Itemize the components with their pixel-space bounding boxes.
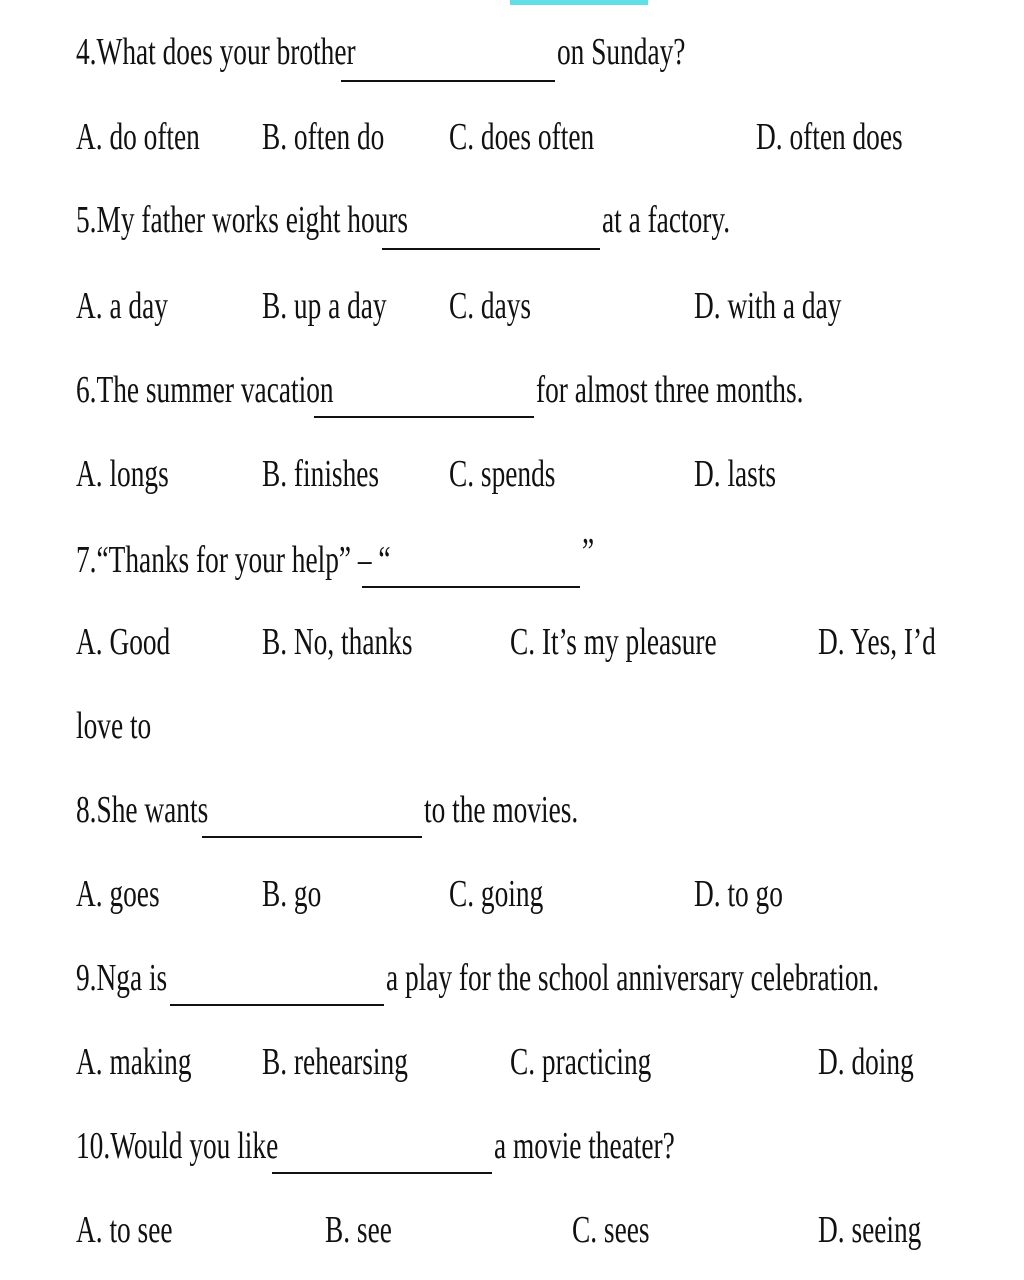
question-10-option-b[interactable]: B. see (325, 1209, 392, 1251)
question-6-blank[interactable] (314, 416, 534, 418)
question-7-stem-after: ” (582, 531, 595, 573)
question-6-option-b[interactable]: B. finishes (262, 453, 380, 495)
question-5-option-c[interactable]: C. days (449, 285, 532, 327)
question-7-option-d[interactable]: D. Yes, I’d (818, 621, 936, 663)
question-5-option-d[interactable]: D. with a day (694, 285, 842, 327)
question-6-option-c[interactable]: C. spends (449, 453, 556, 495)
question-5-stem-before: 5.My father works eight hours (76, 199, 409, 241)
question-4-option-a[interactable]: A. do often (76, 116, 200, 158)
question-9-option-a[interactable]: A. making (76, 1041, 192, 1083)
question-4-option-b[interactable]: B. often do (262, 116, 385, 158)
question-4-blank[interactable] (341, 80, 555, 82)
question-10-option-a[interactable]: A. to see (76, 1209, 173, 1251)
question-10-option-d[interactable]: D. seeing (818, 1209, 922, 1251)
question-7-blank[interactable] (362, 586, 580, 588)
question-8-option-a[interactable]: A. goes (76, 873, 160, 915)
question-4-stem-before: 4.What does your brother (76, 31, 356, 73)
question-9-stem-after: a play for the school anniversary celebration. (386, 957, 880, 999)
question-7-option-a[interactable]: A. Good (76, 621, 171, 663)
top-accent-bar (510, 0, 648, 5)
question-7-stem-before: 7.“Thanks for your help” – “ (76, 539, 391, 581)
question-9-option-b[interactable]: B. rehearsing (262, 1041, 408, 1083)
question-5-option-a[interactable]: A. a day (76, 285, 168, 327)
question-8-option-b[interactable]: B. go (262, 873, 322, 915)
question-9-option-d[interactable]: D. doing (818, 1041, 914, 1083)
question-6-option-d[interactable]: D. lasts (694, 453, 777, 495)
question-6-stem-before: 6.The summer vacation (76, 369, 334, 411)
question-7-option-d-wrap: love to (76, 705, 152, 747)
question-10-option-c[interactable]: C. sees (572, 1209, 650, 1251)
question-6-option-a[interactable]: A. longs (76, 453, 169, 495)
question-4-stem-after: on Sunday? (557, 31, 686, 73)
question-10-stem-before: 10.Would you like (76, 1125, 279, 1167)
question-8-stem-before: 8.She wants (76, 789, 209, 831)
question-9-stem-before: 9.Nga is (76, 957, 168, 999)
question-5-blank[interactable] (382, 248, 600, 250)
question-7-option-c[interactable]: C. It’s my pleasure (510, 621, 717, 663)
question-8-option-d[interactable]: D. to go (694, 873, 783, 915)
question-8-blank[interactable] (202, 836, 422, 838)
question-10-stem-after: a movie theater? (494, 1125, 675, 1167)
question-8-stem-after: to the movies. (424, 789, 579, 831)
question-7-option-b[interactable]: B. No, thanks (262, 621, 413, 663)
question-6-stem-after: for almost three months. (536, 369, 804, 411)
question-9-option-c[interactable]: C. practicing (510, 1041, 652, 1083)
question-5-option-b[interactable]: B. up a day (262, 285, 387, 327)
question-4-option-d[interactable]: D. often does (756, 116, 903, 158)
question-5-stem-after: at a factory. (602, 199, 731, 241)
question-4-option-c[interactable]: C. does often (449, 116, 595, 158)
question-9-blank[interactable] (170, 1004, 384, 1006)
question-4-stem (76, 30, 356, 74)
question-10-blank[interactable] (272, 1172, 492, 1174)
question-8-option-c[interactable]: C. going (449, 873, 544, 915)
